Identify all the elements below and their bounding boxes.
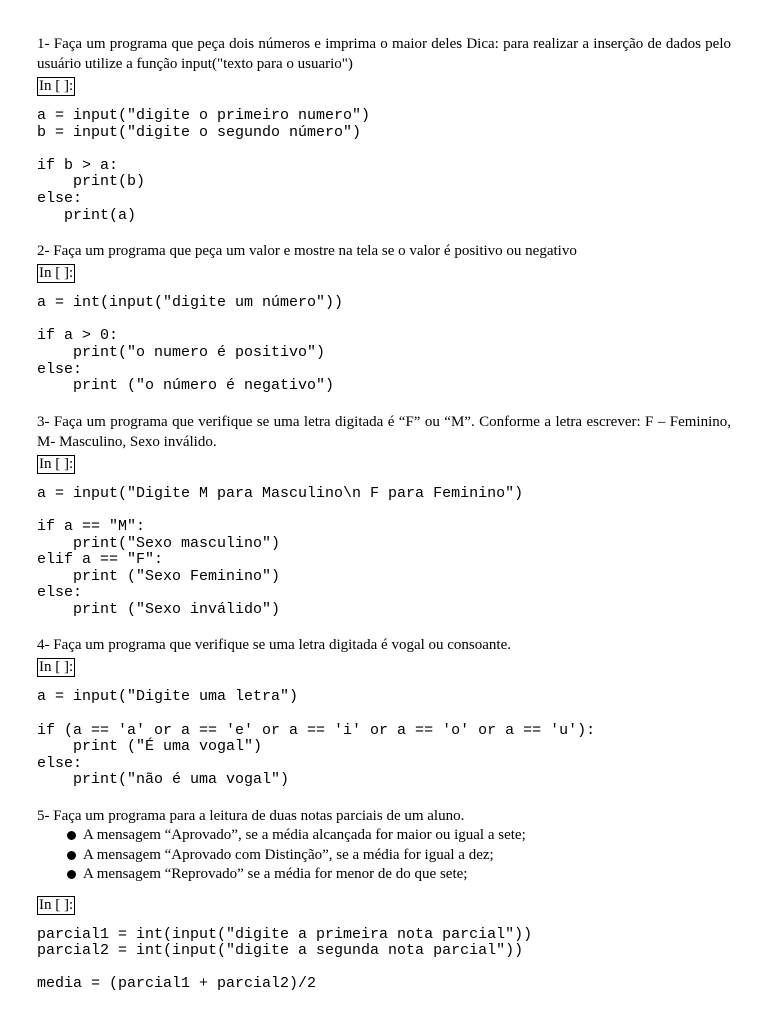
bullet-icon <box>67 870 76 879</box>
exercise-2 <box>37 241 731 395</box>
cell-prompt: In [ ]: <box>39 78 74 94</box>
question-text: 3- Faça um programa que verifique se uma letra digitada é “F” ou “M”. Conforme a letra escrever: F – Feminino, M- Masculino, Sexo inválido. <box>37 413 731 450</box>
cell-prompt: In [ ]: <box>39 659 74 676</box>
bullet-icon <box>67 851 76 860</box>
question-text: 1- Faça um programa que peça dois números e imprima o maior deles Dica: para realizar a inserção de dados pelo usuário utilize a função input("texto para o usuario") <box>37 36 731 72</box>
criteria-list <box>37 826 731 885</box>
code-cell[interactable]: a = input("digite o primeiro numero") b = input("digite o segundo número") if b > a: print(b) else: print(a) <box>37 107 371 224</box>
list-item <box>67 865 731 885</box>
question-text: 5- Faça um programa para a leitura de duas notas parciais de um aluno. <box>37 808 465 825</box>
notebook-page <box>37 34 731 993</box>
bullet-icon <box>67 831 76 840</box>
exercise-4 <box>37 635 731 789</box>
list-item-text: A mensagem “Reprovado” se a média for menor de do que sete; <box>83 866 468 883</box>
cell-prompt: In [ ]: <box>39 896 74 913</box>
cell-prompt: In [ ]: <box>39 265 74 282</box>
exercise-5 <box>37 806 731 993</box>
exercise-1 <box>37 34 731 224</box>
code-cell[interactable]: a = input("Digite M para Masculino\n F para Feminino") if a == "M": print("Sexo masculino") elif a == "F": print ("Sexo Feminino") else: print ("Sexo inválido") <box>37 484 524 618</box>
code-cell[interactable]: parcial1 = int(input("digite a primeira nota parcial")) parcial2 = int(input("digite a segunda nota parcial")) media = (parcial1 + parcial2)/2 <box>37 925 533 993</box>
question-text: 2- Faça um programa que peça um valor e mostre na tela se o valor é positivo ou negativo <box>37 243 577 260</box>
question-text: 4- Faça um programa que verifique se uma letra digitada é vogal ou consoante. <box>37 637 511 654</box>
list-item <box>67 826 731 846</box>
exercise-3 <box>37 412 731 619</box>
list-item <box>67 846 731 866</box>
list-item-text: A mensagem “Aprovado”, se a média alcançada for maior ou igual a sete; <box>83 827 526 844</box>
list-item-text: A mensagem “Aprovado com Distinção”, se a média for igual a dez; <box>83 846 494 863</box>
cell-prompt: In [ ]: <box>39 455 74 472</box>
code-cell[interactable]: a = input("Digite uma letra") if (a == 'a' or a == 'e' or a == 'i' or a == 'o' or a == 'u'): print ("É uma vogal") else: print("não é uma vogal") <box>37 688 596 789</box>
code-cell[interactable]: a = int(input("digite um número")) if a > 0: print("o numero é positivo") else: print ("o número é negativo") <box>37 294 344 395</box>
